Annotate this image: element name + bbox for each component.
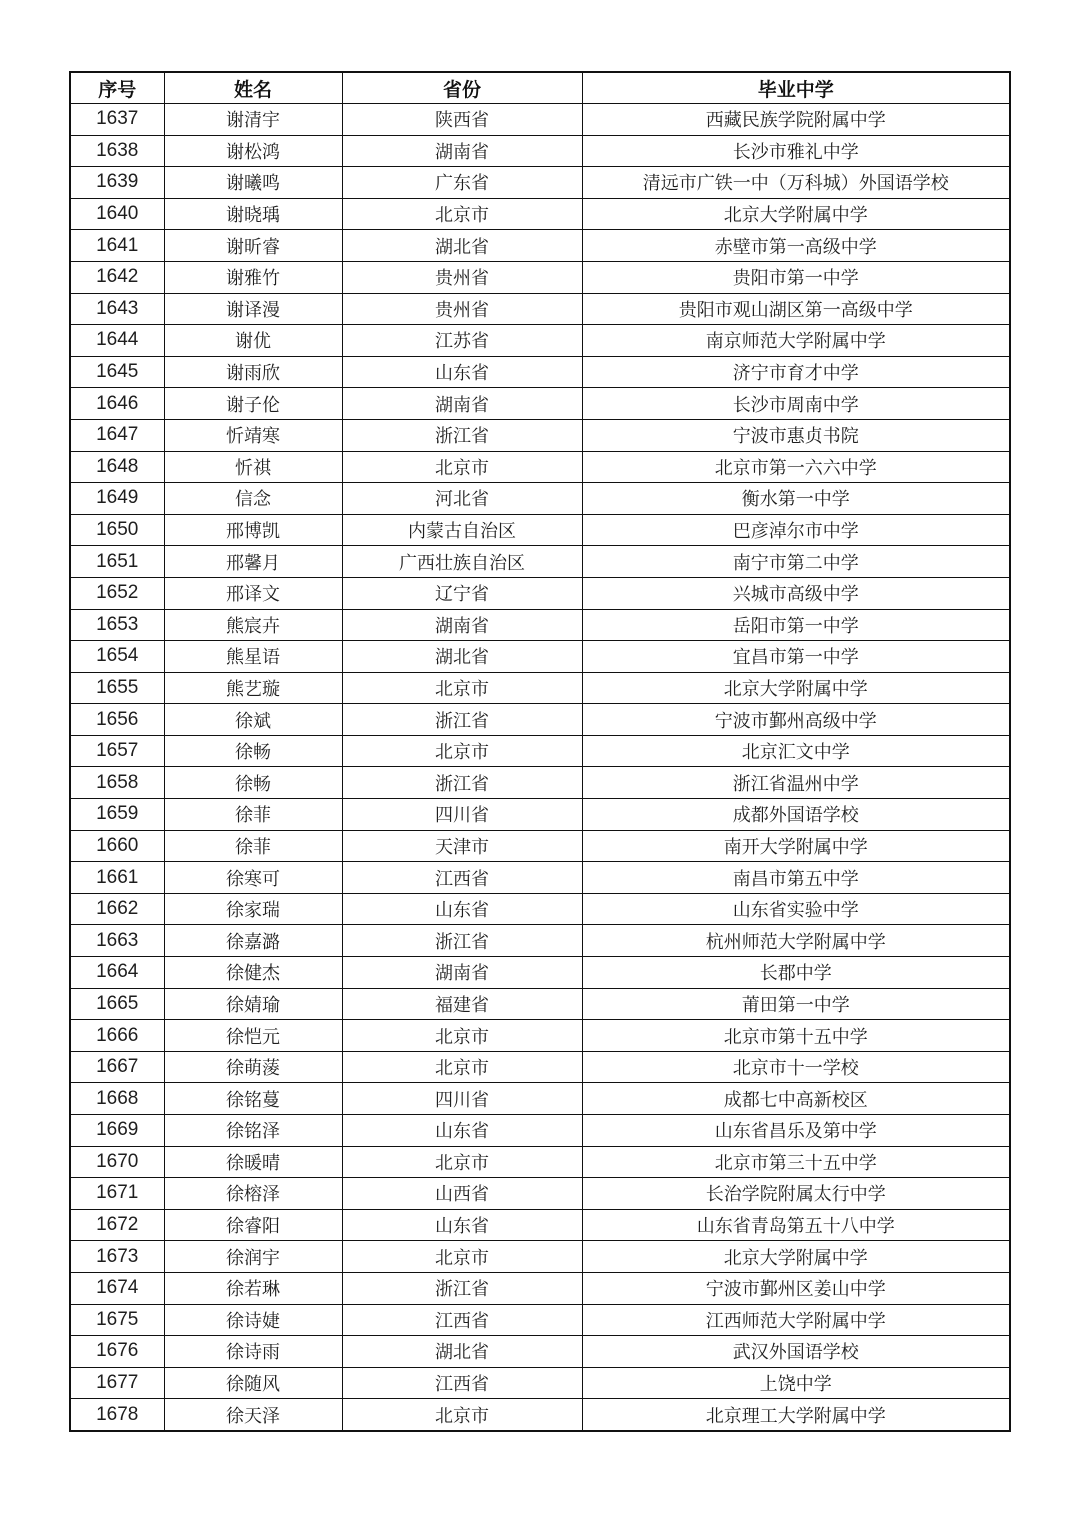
name-cell: 谢松鸿: [164, 135, 342, 167]
province-cell: 江西省: [342, 1304, 582, 1336]
table-body: [70, 104, 1010, 1431]
province-cell: 江苏省: [342, 325, 582, 357]
province-cell: 北京市: [342, 1399, 582, 1431]
name-cell: 徐婧瑜: [164, 988, 342, 1020]
province-cell: 北京市: [342, 1051, 582, 1083]
table-row: [70, 1115, 1010, 1147]
serial-number-cell: 1641: [70, 230, 164, 262]
serial-number-cell: 1661: [70, 862, 164, 894]
table-row: [70, 388, 1010, 420]
high-school-cell: 北京市十一学校: [582, 1051, 1010, 1083]
serial-number-cell: 1638: [70, 135, 164, 167]
name-cell: 徐萌蔆: [164, 1051, 342, 1083]
serial-number-cell: 1663: [70, 925, 164, 957]
table-row: [70, 957, 1010, 989]
name-cell: 徐诗婕: [164, 1304, 342, 1336]
province-cell: 浙江省: [342, 925, 582, 957]
province-cell: 浙江省: [342, 767, 582, 799]
province-cell: 江西省: [342, 1367, 582, 1399]
high-school-cell: 兴城市高级中学: [582, 577, 1010, 609]
high-school-cell: 岳阳市第一中学: [582, 609, 1010, 641]
serial-number-cell: 1649: [70, 483, 164, 515]
high-school-cell: 北京市第十五中学: [582, 1020, 1010, 1052]
name-cell: 徐暖晴: [164, 1146, 342, 1178]
table-row: [70, 135, 1010, 167]
serial-number-cell: 1655: [70, 672, 164, 704]
table-row: [70, 767, 1010, 799]
serial-number-cell: 1643: [70, 293, 164, 325]
table-row: [70, 704, 1010, 736]
table-row: [70, 1178, 1010, 1210]
province-cell: 北京市: [342, 1020, 582, 1052]
name-cell: 徐畅: [164, 735, 342, 767]
serial-number-cell: 1667: [70, 1051, 164, 1083]
name-cell: 邢博凯: [164, 514, 342, 546]
name-cell: 谢雅竹: [164, 261, 342, 293]
province-cell: 山东省: [342, 1209, 582, 1241]
high-school-cell: 长郡中学: [582, 957, 1010, 989]
serial-number-cell: 1645: [70, 356, 164, 388]
table-row: [70, 451, 1010, 483]
province-cell: 湖南省: [342, 957, 582, 989]
province-cell: 浙江省: [342, 1272, 582, 1304]
high-school-cell: 长沙市雅礼中学: [582, 135, 1010, 167]
serial-number-cell: 1656: [70, 704, 164, 736]
table-row: [70, 514, 1010, 546]
serial-number-cell: 1666: [70, 1020, 164, 1052]
high-school-cell: 山东省青岛第五十八中学: [582, 1209, 1010, 1241]
table-row: [70, 419, 1010, 451]
serial-number-cell: 1653: [70, 609, 164, 641]
name-cell: 谢昕睿: [164, 230, 342, 262]
table-row: [70, 641, 1010, 673]
high-school-cell: 莆田第一中学: [582, 988, 1010, 1020]
high-school-cell: 宜昌市第一中学: [582, 641, 1010, 673]
header-high-school: 毕业中学: [582, 72, 1010, 104]
province-cell: 陕西省: [342, 104, 582, 136]
province-cell: 辽宁省: [342, 577, 582, 609]
serial-number-cell: 1652: [70, 577, 164, 609]
name-cell: 徐菲: [164, 799, 342, 831]
name-cell: 谢晓瑀: [164, 198, 342, 230]
high-school-cell: 江西师范大学附属中学: [582, 1304, 1010, 1336]
serial-number-cell: 1665: [70, 988, 164, 1020]
name-cell: 徐斌: [164, 704, 342, 736]
serial-number-cell: 1651: [70, 546, 164, 578]
name-cell: 谢雨欣: [164, 356, 342, 388]
high-school-cell: 杭州师范大学附属中学: [582, 925, 1010, 957]
graduates-table: [69, 71, 1011, 1432]
name-cell: 徐畅: [164, 767, 342, 799]
table-row: [70, 483, 1010, 515]
province-cell: 湖南省: [342, 135, 582, 167]
serial-number-cell: 1668: [70, 1083, 164, 1115]
high-school-cell: 长沙市周南中学: [582, 388, 1010, 420]
name-cell: 徐随风: [164, 1367, 342, 1399]
name-cell: 徐菲: [164, 830, 342, 862]
name-cell: 谢优: [164, 325, 342, 357]
serial-number-cell: 1659: [70, 799, 164, 831]
table-row: [70, 799, 1010, 831]
name-cell: 徐恺元: [164, 1020, 342, 1052]
table-row: [70, 735, 1010, 767]
high-school-cell: 南昌市第五中学: [582, 862, 1010, 894]
table-row: [70, 609, 1010, 641]
header-serial-number: 序号: [70, 72, 164, 104]
table-row: [70, 1083, 1010, 1115]
name-cell: 熊艺璇: [164, 672, 342, 704]
high-school-cell: 浙江省温州中学: [582, 767, 1010, 799]
name-cell: 熊星语: [164, 641, 342, 673]
province-cell: 湖北省: [342, 1336, 582, 1368]
province-cell: 广东省: [342, 167, 582, 199]
name-cell: 徐寒可: [164, 862, 342, 894]
table-row: [70, 546, 1010, 578]
province-cell: 北京市: [342, 1146, 582, 1178]
serial-number-cell: 1674: [70, 1272, 164, 1304]
table-row: [70, 1209, 1010, 1241]
high-school-cell: 宁波市鄞州区姜山中学: [582, 1272, 1010, 1304]
serial-number-cell: 1637: [70, 104, 164, 136]
high-school-cell: 成都外国语学校: [582, 799, 1010, 831]
province-cell: 四川省: [342, 799, 582, 831]
serial-number-cell: 1673: [70, 1241, 164, 1273]
serial-number-cell: 1678: [70, 1399, 164, 1431]
high-school-cell: 贵阳市第一中学: [582, 261, 1010, 293]
province-cell: 北京市: [342, 1241, 582, 1273]
serial-number-cell: 1664: [70, 957, 164, 989]
high-school-cell: 山东省昌乐及第中学: [582, 1115, 1010, 1147]
serial-number-cell: 1654: [70, 641, 164, 673]
serial-number-cell: 1642: [70, 261, 164, 293]
table-row: [70, 1146, 1010, 1178]
serial-number-cell: 1675: [70, 1304, 164, 1336]
high-school-cell: 北京市第三十五中学: [582, 1146, 1010, 1178]
table-row: [70, 1241, 1010, 1273]
table-header-row: [70, 72, 1010, 104]
high-school-cell: 长治学院附属太行中学: [582, 1178, 1010, 1210]
province-cell: 河北省: [342, 483, 582, 515]
table-row: [70, 1272, 1010, 1304]
roster-sheet: [69, 71, 1009, 1432]
header-province: 省份: [342, 72, 582, 104]
high-school-cell: 贵阳市观山湖区第一高级中学: [582, 293, 1010, 325]
serial-number-cell: 1648: [70, 451, 164, 483]
name-cell: 忻祺: [164, 451, 342, 483]
serial-number-cell: 1676: [70, 1336, 164, 1368]
serial-number-cell: 1671: [70, 1178, 164, 1210]
header-name: 姓名: [164, 72, 342, 104]
province-cell: 湖南省: [342, 388, 582, 420]
high-school-cell: 巴彦淖尔市中学: [582, 514, 1010, 546]
high-school-cell: 山东省实验中学: [582, 893, 1010, 925]
high-school-cell: 西藏民族学院附属中学: [582, 104, 1010, 136]
name-cell: 徐天泽: [164, 1399, 342, 1431]
province-cell: 山东省: [342, 1115, 582, 1147]
serial-number-cell: 1658: [70, 767, 164, 799]
name-cell: 谢清宇: [164, 104, 342, 136]
high-school-cell: 武汉外国语学校: [582, 1336, 1010, 1368]
name-cell: 熊宸卉: [164, 609, 342, 641]
name-cell: 徐健杰: [164, 957, 342, 989]
table-row: [70, 1336, 1010, 1368]
table-row: [70, 198, 1010, 230]
province-cell: 天津市: [342, 830, 582, 862]
name-cell: 徐若琳: [164, 1272, 342, 1304]
serial-number-cell: 1644: [70, 325, 164, 357]
table-row: [70, 1367, 1010, 1399]
name-cell: 谢译漫: [164, 293, 342, 325]
name-cell: 徐诗雨: [164, 1336, 342, 1368]
high-school-cell: 赤壁市第一高级中学: [582, 230, 1010, 262]
serial-number-cell: 1650: [70, 514, 164, 546]
table-row: [70, 988, 1010, 1020]
table-row: [70, 893, 1010, 925]
name-cell: 谢曦鸣: [164, 167, 342, 199]
table-row: [70, 1051, 1010, 1083]
high-school-cell: 清远市广铁一中（万科城）外国语学校: [582, 167, 1010, 199]
name-cell: 徐润宇: [164, 1241, 342, 1273]
high-school-cell: 南开大学附属中学: [582, 830, 1010, 862]
name-cell: 徐家瑞: [164, 893, 342, 925]
serial-number-cell: 1639: [70, 167, 164, 199]
table-row: [70, 1304, 1010, 1336]
high-school-cell: 南京师范大学附属中学: [582, 325, 1010, 357]
table-row: [70, 325, 1010, 357]
high-school-cell: 宁波市惠贞书院: [582, 419, 1010, 451]
high-school-cell: 北京理工大学附属中学: [582, 1399, 1010, 1431]
serial-number-cell: 1672: [70, 1209, 164, 1241]
serial-number-cell: 1660: [70, 830, 164, 862]
serial-number-cell: 1647: [70, 419, 164, 451]
table-row: [70, 104, 1010, 136]
high-school-cell: 北京大学附属中学: [582, 672, 1010, 704]
table-row: [70, 356, 1010, 388]
table-row: [70, 167, 1010, 199]
high-school-cell: 衡水第一中学: [582, 483, 1010, 515]
table-row: [70, 1020, 1010, 1052]
name-cell: 徐铭泽: [164, 1115, 342, 1147]
name-cell: 徐睿阳: [164, 1209, 342, 1241]
name-cell: 邢馨月: [164, 546, 342, 578]
province-cell: 湖北省: [342, 641, 582, 673]
name-cell: 徐嘉潞: [164, 925, 342, 957]
name-cell: 谢子伦: [164, 388, 342, 420]
table-row: [70, 293, 1010, 325]
province-cell: 北京市: [342, 672, 582, 704]
name-cell: 邢译文: [164, 577, 342, 609]
high-school-cell: 北京大学附属中学: [582, 1241, 1010, 1273]
high-school-cell: 上饶中学: [582, 1367, 1010, 1399]
high-school-cell: 北京汇文中学: [582, 735, 1010, 767]
serial-number-cell: 1669: [70, 1115, 164, 1147]
high-school-cell: 宁波市鄞州高级中学: [582, 704, 1010, 736]
serial-number-cell: 1677: [70, 1367, 164, 1399]
name-cell: 忻靖寒: [164, 419, 342, 451]
table-row: [70, 261, 1010, 293]
serial-number-cell: 1657: [70, 735, 164, 767]
table-row: [70, 862, 1010, 894]
province-cell: 湖南省: [342, 609, 582, 641]
province-cell: 福建省: [342, 988, 582, 1020]
province-cell: 浙江省: [342, 419, 582, 451]
table-row: [70, 1399, 1010, 1431]
province-cell: 贵州省: [342, 261, 582, 293]
province-cell: 内蒙古自治区: [342, 514, 582, 546]
high-school-cell: 成都七中高新校区: [582, 1083, 1010, 1115]
province-cell: 贵州省: [342, 293, 582, 325]
name-cell: 信念: [164, 483, 342, 515]
province-cell: 北京市: [342, 735, 582, 767]
table-row: [70, 230, 1010, 262]
high-school-cell: 济宁市育才中学: [582, 356, 1010, 388]
table-row: [70, 925, 1010, 957]
province-cell: 江西省: [342, 862, 582, 894]
province-cell: 山东省: [342, 893, 582, 925]
province-cell: 北京市: [342, 451, 582, 483]
name-cell: 徐榕泽: [164, 1178, 342, 1210]
high-school-cell: 南宁市第二中学: [582, 546, 1010, 578]
serial-number-cell: 1646: [70, 388, 164, 420]
serial-number-cell: 1662: [70, 893, 164, 925]
province-cell: 四川省: [342, 1083, 582, 1115]
table-row: [70, 672, 1010, 704]
table-row: [70, 830, 1010, 862]
high-school-cell: 北京市第一六六中学: [582, 451, 1010, 483]
province-cell: 浙江省: [342, 704, 582, 736]
province-cell: 湖北省: [342, 230, 582, 262]
high-school-cell: 北京大学附属中学: [582, 198, 1010, 230]
province-cell: 山东省: [342, 356, 582, 388]
table-row: [70, 577, 1010, 609]
province-cell: 广西壮族自治区: [342, 546, 582, 578]
serial-number-cell: 1640: [70, 198, 164, 230]
province-cell: 北京市: [342, 198, 582, 230]
serial-number-cell: 1670: [70, 1146, 164, 1178]
province-cell: 山西省: [342, 1178, 582, 1210]
name-cell: 徐铭蔓: [164, 1083, 342, 1115]
